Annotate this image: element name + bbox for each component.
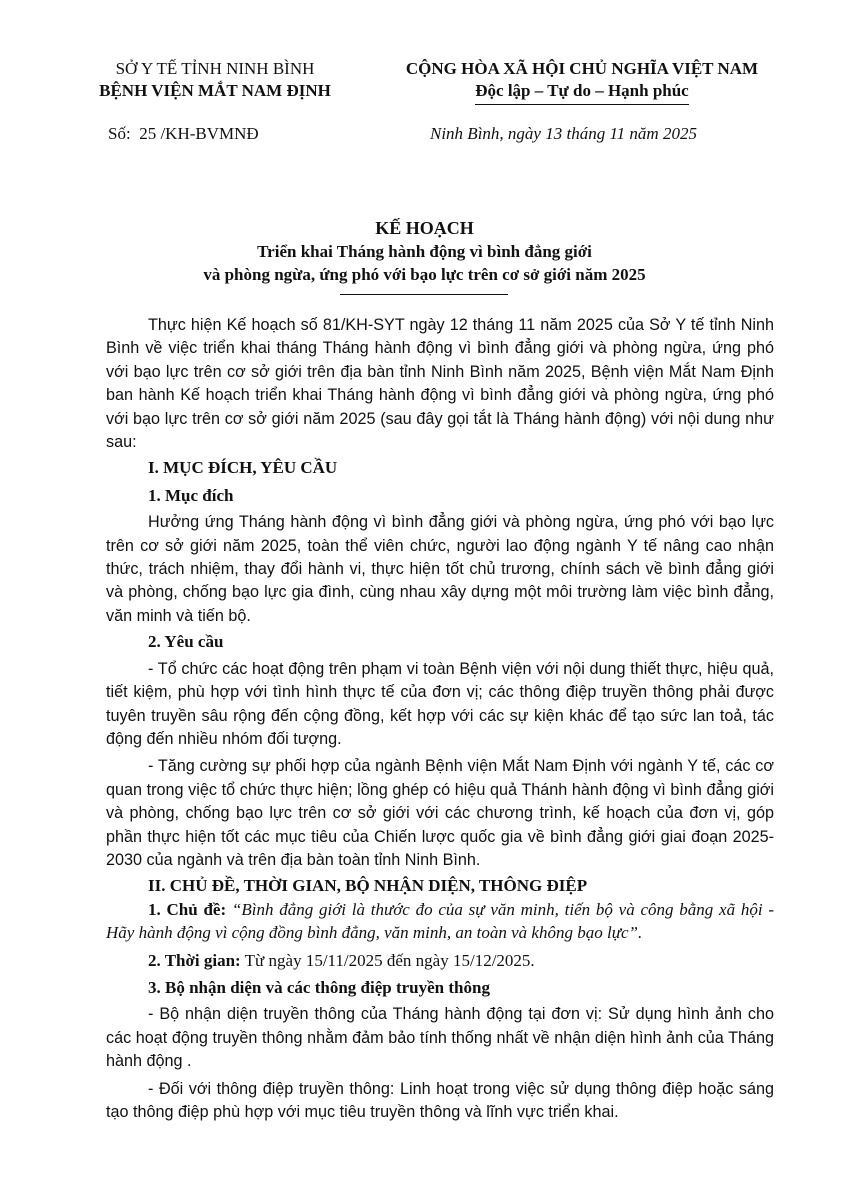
document-number-value: 25	[139, 124, 157, 143]
subsection-2-heading: 2. Yêu cầu	[148, 632, 224, 652]
time-paragraph: 2. Thời gian: Từ ngày 15/11/2025 đến ngày 15/12/2025.	[148, 950, 535, 970]
document-number: Số: 25 /KH-BVMNĐ	[108, 124, 259, 143]
parent-agency: SỞ Y TẾ TỈNH NINH BÌNH	[115, 59, 315, 78]
motto-underline	[475, 104, 688, 105]
requirement-paragraph-2: - Tăng cường sự phối hợp của ngành Bệnh viện Mắt Nam Định với ngành Y tế, các cơ quan trong việc tổ chức thực hiện; lồng ghép có hiệu quả Thánh hành động vì bình đẳng giới và phòng, chống bạo lực trên cơ sở giới với các chương trình, kế hoạch của đơn vị, góp phần thực hiện tốt các mục tiêu của Chiến lược quốc gia về bình đẳng giới giai đoạn 2025-2030 của ngành và trên địa bàn toàn tỉnh Ninh Bình.	[106, 757, 774, 869]
subsection-3-heading: 3. Bộ nhận diện và các thông điệp truyền thông	[148, 977, 490, 997]
issuing-organization	[60, 58, 370, 102]
theme-paragraph: 1. Chủ đề: “Bình đẳng giới là thước đo của sự văn minh, tiến bộ và công bằng xã hội - Hãy hành động vì cộng đồng bình đẳng, văn minh, an toàn và không bạo lực”.	[106, 899, 774, 943]
requirement-paragraph-1: - Tổ chức các hoạt động trên phạm vi toàn Bệnh viện với nội dung thiết thực, hiệu quả, tiết kiệm, phù hợp với tình hình thực tế của đơn vị; các thông điệp truyền thông phải được tuyên truyền sâu rộng đến cộng đồng, kết hợp với các sự kiện khác để tạo sức lan toả, tác động đến nhiều nhóm đối tượng.	[106, 659, 774, 748]
place-date: Ninh Bình, ngày 13 tháng 11 năm 2025	[430, 124, 697, 143]
purpose-paragraph: Hưởng ứng Tháng hành động vì bình đẳng giới và phòng ngừa, ứng phó với bạo lực trên cơ sở giới năm 2025, toàn thể viên chức, người lao động ngành Y tế nâng cao nhận thức, trách nhiệm, thay đổi hành vi, thực hiện tốt chủ trương, chính sách về bình đẳng giới và phòng, chống bạo lực gia đình, cùng nhau xây dựng một môi trường làm việc bình đẳng, văn minh và tiến bộ.	[106, 513, 774, 625]
document-body	[106, 314, 774, 1124]
hospital-name: BỆNH VIỆN MẮT NAM ĐỊNH	[99, 81, 331, 100]
document-subject-line1: Triển khai Tháng hành động vì bình đẳng giới	[257, 242, 592, 261]
title-underline	[340, 294, 508, 295]
national-heading	[372, 58, 792, 105]
message-paragraph: - Đối với thông điệp truyền thông: Linh hoạt trong việc sử dụng thông điệp hoặc sáng tạo thông điệp phù hợp với mục tiêu truyền thông và lĩnh vực triển khai.	[106, 1079, 774, 1121]
document-subject-line2: và phòng ngừa, ứng phó với bạo lực trên cơ sở giới năm 2025	[203, 265, 646, 284]
document-type-title: KẾ HOẠCH	[375, 218, 474, 238]
branding-paragraph: - Bộ nhận diện truyền thông của Tháng hành động tại đơn vị: Sử dụng hình ảnh cho các hoạt động truyền thông nhằm đảm bảo tính thống nhất về nhận diện hình ảnh của Tháng hành động .	[106, 1005, 774, 1071]
section-2-heading: II. CHỦ ĐỀ, THỜI GIAN, BỘ NHẬN DIỆN, THÔNG ĐIỆP	[148, 876, 588, 896]
subsection-1-heading: 1. Mục đích	[148, 485, 234, 505]
national-motto: Độc lập – Tự do – Hạnh phúc	[475, 80, 688, 105]
intro-paragraph: Thực hiện Kế hoạch số 81/KH-SYT ngày 12 tháng 11 năm 2025 của Sở Y tế tỉnh Ninh Bình về việc triển khai tháng Tháng hành động vì bình đẳng giới và phòng ngừa, ứng phó với bạo lực trên cơ sở giới trên địa bàn tỉnh Ninh Bình năm 2025, Bệnh viện Mắt Nam Định ban hành Kế hoạch triển khai Tháng hành động vì bình đẳng giới và phòng ngừa, ứng phó với bạo lực trên cơ sở giới năm 2025 (sau đây gọi tắt là Tháng hành động) với nội dung như sau:	[106, 316, 774, 452]
section-1-heading: I. MỤC ĐÍCH, YÊU CẦU	[148, 458, 338, 478]
country-name: CỘNG HÒA XÃ HỘI CHỦ NGHĨA VIỆT NAM	[405, 59, 759, 78]
